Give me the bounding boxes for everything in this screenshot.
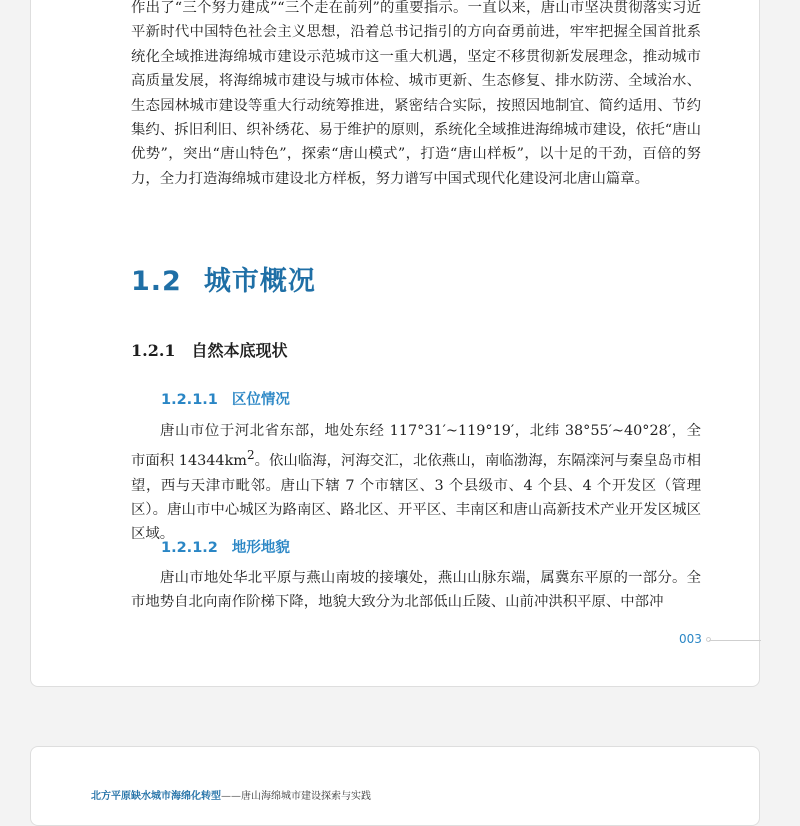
location-number: 1.2.1.1 bbox=[161, 392, 218, 408]
running-header-dash: —— bbox=[221, 791, 241, 802]
next-page-sheet bbox=[30, 746, 760, 826]
subsection-title: 自然本底现状 bbox=[191, 341, 288, 360]
subsection-number: 1.2.1 bbox=[131, 341, 176, 360]
location-text-part-1: 唐山市位于河北省东部，地处东经 117°31′~119°19′，北纬 38°55′~40°28′，全市面积 14344km bbox=[131, 423, 701, 470]
terrain-title: 地形地貌 bbox=[231, 540, 290, 556]
area-unit-superscript: 2 bbox=[246, 448, 255, 463]
folio-line-ornament bbox=[709, 640, 761, 641]
location-paragraph bbox=[131, 419, 701, 547]
location-heading bbox=[161, 388, 290, 409]
running-header-series: 北方平原缺水城市海绵化转型 bbox=[91, 791, 221, 802]
running-header-subtitle: 唐山海绵城市建设探索与实践 bbox=[241, 791, 371, 802]
terrain-number: 1.2.1.2 bbox=[161, 540, 218, 556]
terrain-heading bbox=[161, 536, 290, 557]
subsection-heading bbox=[131, 338, 288, 361]
section-heading bbox=[131, 259, 316, 298]
terrain-paragraph: 唐山市地处华北平原与燕山南坡的接壤处，燕山山脉东端，属冀东平原的一部分。全市地势自北向南作阶梯下降，地貌大致分为北部低山丘陵、山前冲洪积平原、中部冲 bbox=[131, 570, 701, 611]
section-number: 1.2 bbox=[131, 266, 182, 297]
intro-paragraph: 作出了“三个努力建成”“三个走在前列”的重要指示。一直以来，唐山市坚决贯彻落实习近平新时代中国特色社会主义思想，沿着总书记指引的方向奋勇前进，牢牢把握全国首批系统化全域推进海绵城市建设示范城市这一重大机遇，坚定不移贯彻新发展理念，推动城市高质量发展，将海绵城市建设与城市体检、城市更新、生态修复、排水防涝、全域治水、生态园林城市建设等重大行动统筹推进，紧密结合实际，按照因地制宜、简约适用、节约集约、拆旧利旧、织补绣花、易于维护的原则，系统化全域推进海绵城市建设，依托“唐山优势”，突出“唐山特色”，探索“唐山模式”，打造“唐山样板”，以十足的干劲，百倍的努力，全力打造海绵城市建设北方样板，努力谱写中国式现代化建设河北唐山篇章。 bbox=[131, 0, 701, 187]
location-text-part-2: 。依山临海，河海交汇，北依燕山，南临渤海，东隔滦河与秦皇岛市相望，西与天津市毗邻。唐山下辖 7 个市辖区、3 个县级市、4 个县、4 个开发区（管理区）。唐山市中心城区为路南区、路北区、开平区、丰南区和唐山高新技术产业开发区城区区域。 bbox=[131, 453, 701, 543]
page-sheet bbox=[30, 0, 760, 687]
section-title: 城市概况 bbox=[203, 266, 316, 297]
page-number: 003 bbox=[679, 632, 702, 646]
location-title: 区位情况 bbox=[231, 392, 290, 408]
